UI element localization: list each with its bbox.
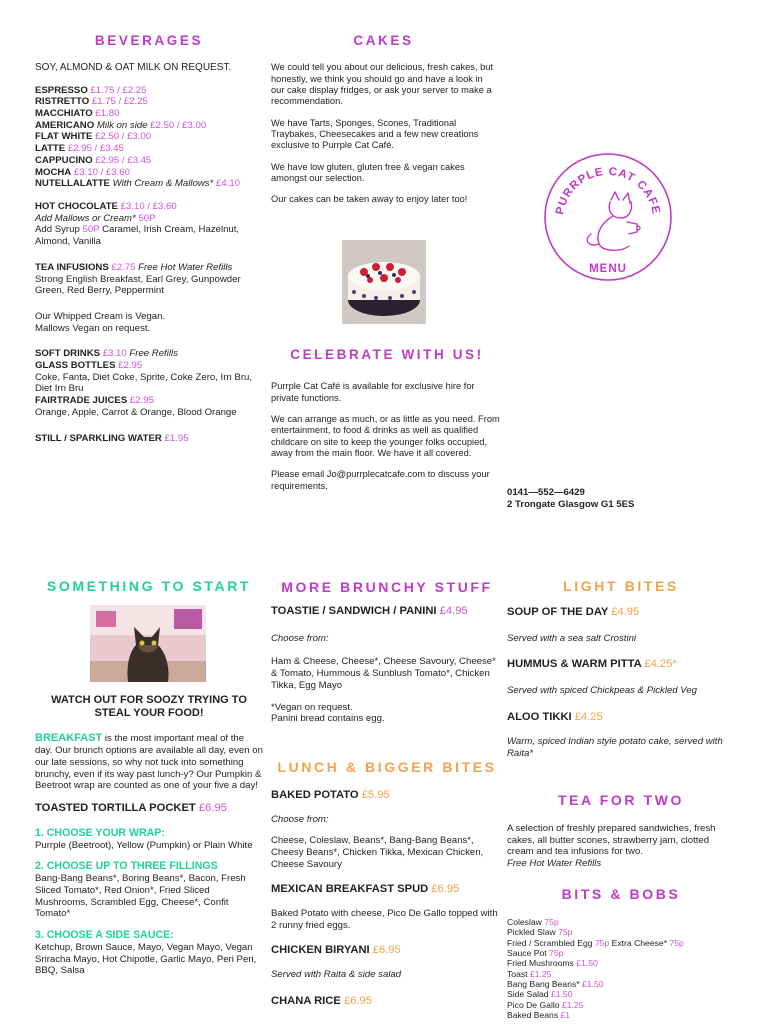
coffee-price: £2.50 / £3.00: [150, 119, 207, 131]
bits-item-name: Toast: [507, 968, 528, 979]
bits-item-price: £1.50: [576, 958, 598, 969]
coffee-note: With Cream & Mallows*: [112, 178, 214, 190]
list-item: [507, 927, 735, 937]
coffee-item: [35, 155, 263, 167]
milk-note: SOY, ALMOND & OAT MILK ON REQUEST.: [35, 62, 232, 74]
list-item: [507, 1010, 735, 1020]
glass-bottles-list: Coke, Fanta, Diet Coke, Sprite, Coke Zero, Irn Bru, Diet Irn Bru: [35, 371, 253, 395]
bits-item-price: £1.50: [582, 978, 604, 989]
syrup-note: Add Syrup 50P Caramel, Irish Cream, Hazelnut, Almond, Vanilla: [35, 224, 240, 248]
coffee-price: £2.95 / £3.45: [95, 154, 152, 166]
toastie-panini-note: Panini bread contains egg.: [271, 713, 385, 725]
coffee-price: £1.80: [95, 108, 120, 120]
biryani-desc: Served with Raita & side salad: [271, 969, 402, 981]
bits-heading: BITS & BOBS: [561, 886, 681, 902]
brunchy-section: [271, 579, 503, 725]
bits-item-name: Fried Mushrooms: [507, 958, 574, 969]
coffee-name: AMERICANO: [35, 119, 95, 131]
water: STILL / SPARKLING WATER £1.95: [35, 432, 189, 444]
coffee-name: MACCHIATO: [35, 108, 93, 120]
brunchy-heading: MORE BRUNCHY STUFF: [281, 579, 493, 595]
cake-icon: [342, 240, 426, 324]
mallows-note: Add Mallows or Cream* 50P: [35, 212, 156, 224]
toastie-vegan-note: *Vegan on request.: [271, 701, 353, 713]
start-section: [35, 578, 263, 595]
bits-item-name: Sauce Pot: [507, 948, 547, 959]
bits-item-name: Fried / Scrambled Egg: [507, 937, 593, 948]
soft-drinks: SOFT DRINKS £3.10 Free Refills: [35, 348, 178, 360]
coffee-item: [35, 131, 263, 143]
celebrate-paragraph-2: We can arrange as much, or as little as you need. From entertainment, to food & drinks as well as qualified childcare on site to keep the younger folks occupied, away from the main floor. We have it all covered.: [271, 414, 500, 459]
bits-section: [507, 886, 735, 1020]
potato-list: Cheese, Coleslaw, Beans*, Bang-Bang Beans*, Cheesy Beans*, Chicken Tikka, Mexican Chicken, Cheese Savoury: [271, 835, 484, 870]
cat-photo: [90, 605, 206, 682]
tortilla-pocket: TOASTED TORTILLA POCKET £6.95: [35, 802, 227, 815]
start-details: [35, 694, 263, 977]
chana-rice-item: CHANA RICE £6.95: [271, 994, 372, 1007]
soozy-warning: WATCH OUT FOR SOOZY TRYING TO STEAL YOUR FOOD!: [51, 694, 247, 720]
bits-item-name: Bang Bang Beans*: [507, 978, 580, 989]
logo-top-text: PURRPLE CAT CAFE: [554, 165, 662, 216]
lunch-heading: LUNCH & BIGGER BITES: [277, 759, 497, 775]
celebrate-heading: CELEBRATE WITH US!: [290, 347, 484, 362]
celebrate-paragraph-1: Purrple Cat Café is available for exclusive hire for private functions.: [271, 381, 475, 403]
bits-item-price: £1.50: [550, 989, 573, 1000]
coffee-list: [35, 85, 263, 190]
coffee-item: [35, 178, 263, 190]
light-bites-heading: LIGHT BITES: [563, 578, 679, 594]
coffee-item: [35, 85, 263, 97]
list-item: [507, 1000, 735, 1010]
tea-for-two-heading: TEA FOR TWO: [557, 792, 685, 808]
bits-item-name: Baked Beans: [507, 1009, 559, 1020]
cat-icon: [90, 605, 206, 682]
bits-item-price: 75p: [594, 937, 610, 948]
toastie-choose: Choose from:: [271, 632, 329, 644]
tea-for-two-desc: A selection of freshly prepared sandwiches, fresh cakes, all butter scones, strawberry jam, clotted cream and tea infusions for two.: [507, 823, 716, 858]
step-3-title: 3. CHOOSE A SIDE SAUCE:: [35, 929, 174, 942]
coffee-name: RISTRETTO: [35, 96, 90, 108]
coffee-price: £2.50 / £3.00: [95, 131, 152, 143]
toastie-list: Ham & Cheese, Cheese*, Cheese Savoury, Cheese* & Tomato, Hummous & Sunblush Tomato*, Chicken Tikka, Egg Mayo: [271, 656, 496, 691]
coffee-item: [35, 96, 263, 108]
coffee-name: ESPRESSO: [35, 84, 88, 96]
light-bites-section: [507, 578, 735, 760]
step-1-text: Purrple (Beetroot), Yellow (Pumpkin) or Plain White: [35, 839, 253, 851]
beverages-heading: BEVERAGES: [94, 33, 204, 48]
bits-list: [507, 917, 735, 1020]
tea-infusions: TEA INFUSIONS £2.75 Free Hot Water Refills: [35, 261, 233, 273]
hummus-desc: Served with spiced Chickpeas & Pickled Veg: [507, 685, 698, 697]
soup-item: SOUP OF THE DAY £4.95: [507, 606, 640, 619]
bits-item-name: Coleslaw: [507, 917, 542, 928]
list-item: [507, 969, 735, 979]
cakes-section: [271, 33, 496, 206]
list-item: [507, 917, 735, 927]
bits-item-name: Pico De Gallo: [507, 999, 560, 1010]
logo-bottom-text: MENU: [589, 263, 627, 275]
coffee-name: FLAT WHITE: [35, 131, 93, 143]
hot-chocolate: HOT CHOCOLATE £3.10 / £3.60: [35, 200, 177, 212]
coffee-name: CAPPUCINO: [35, 154, 93, 166]
mexican-spud-desc: Baked Potato with cheese, Pico De Gallo topped with 2 runny fried eggs.: [271, 908, 498, 931]
bits-item-extra-price: 75p: [669, 937, 684, 948]
coffee-price: £2.95 / £3.45: [67, 143, 124, 155]
svg-text:PURRPLE CAT CAFE: [554, 166, 662, 216]
aloo-tikki-item: ALOO TIKKI £4.25: [507, 710, 603, 723]
contact-block: [507, 487, 727, 510]
bits-item-price: £1.25: [529, 968, 552, 979]
coffee-item: [35, 120, 263, 132]
cat-logo-icon: [543, 152, 673, 282]
coffee-price: £1.75 / £2.25: [91, 96, 148, 108]
list-item: [507, 979, 735, 989]
tea-for-two-note: Free Hot Water Refills: [507, 858, 602, 870]
tea-list: Strong English Breakfast, Earl Grey, Gunpowder Green, Red Berry, Peppermint: [35, 273, 241, 297]
cakes-heading: CAKES: [353, 33, 414, 48]
coffee-name: LATTE: [35, 143, 66, 155]
breakfast-paragraph: BREAKFAST is the most important meal of the day. Our brunch options are available all day, even on our late sessions, so why not tuck into something brunchy, even if its way past lunch-y? Our Pumpkin & Beetroot wrap are counted as one of your five a day!: [35, 731, 263, 792]
bits-item-price: 75p: [544, 917, 559, 928]
celebrate-section: [271, 347, 503, 492]
beverages-section: [35, 33, 263, 444]
bits-item-name: Side Salad: [507, 989, 549, 1000]
cakes-paragraph-2: We have Tarts, Sponges, Scones, Traditional Traybakes, Cheesecakes and a few new creations exclusive to Purrple Cat Café.: [271, 117, 479, 151]
bits-item-price: 75p: [558, 927, 573, 938]
mexican-spud-item: MEXICAN BREAKFAST SPUD £6.95: [271, 882, 460, 895]
aloo-tikki-desc: Warm, spiced Indian style potato cake, served with Raita*: [507, 736, 723, 760]
vegan-note-mallows: Mallows Vegan on request.: [35, 322, 151, 334]
address: 2 Trongate Glasgow G1 5ES: [507, 498, 635, 510]
coffee-name: NUTELLALATTE: [35, 178, 110, 190]
soup-desc: Served with a sea salt Crostini: [507, 632, 637, 644]
celebrate-paragraph-3: Please email Jo@purrplecatcafe.com to discuss your requirements.: [271, 469, 490, 491]
list-item: [507, 958, 735, 968]
coffee-name: MOCHA: [35, 166, 72, 178]
bits-item-price: £1: [560, 1009, 571, 1020]
step-2-title: 2. CHOOSE UP TO THREE FILLINGS: [35, 860, 218, 873]
coffee-item: [35, 143, 263, 155]
list-item: [507, 989, 735, 999]
bits-item-extra: Extra Cheese*: [611, 937, 668, 948]
fairtrade-juices: FAIRTRADE JUICES £2.95: [35, 395, 154, 407]
coffee-item: [35, 167, 263, 179]
bits-item-name: Pickled Slaw: [507, 927, 556, 938]
toastie-item: TOASTIE / SANDWICH / PANINI £4.95: [271, 605, 468, 618]
coffee-price: £1.75 / £2.25: [90, 84, 147, 96]
coffee-price: £3.10 / £3.60: [73, 166, 130, 178]
step-3-text: Ketchup, Brown Sauce, Mayo, Vegan Mayo, Vegan Sriracha Mayo, Hot Chipotle, Garlic Mayo, Peri Peri, BBQ, Salsa: [35, 941, 257, 977]
cakes-paragraph-3: We have low gluten, gluten free & vegan cakes amongst our selection.: [271, 161, 465, 184]
start-heading: SOMETHING TO START: [46, 578, 252, 594]
glass-bottles: GLASS BOTTLES £2.95: [35, 360, 143, 372]
potato-choose: Choose from:: [271, 813, 329, 825]
cakes-paragraph-4: Our cakes can be taken away to enjoy later too!: [271, 194, 468, 205]
step-2-text: Bang-Bang Beans*, Boring Beans*, Bacon, Fresh Sliced Tomato*, Red Onion*, Fried Sliced Mushrooms, Scrambled Egg, Cheese*, Confit Tomato*: [35, 873, 246, 920]
cakes-paragraph-1: We could tell you about our delicious, fresh cakes, but honestly, we think you should go and have a look in our cake display fridges, or ask your server to make a recommendation.: [271, 62, 494, 107]
coffee-price: £4.10: [215, 178, 240, 190]
hummus-item: HUMMUS & WARM PITTA £4.25*: [507, 658, 677, 671]
cake-photo: [342, 240, 426, 324]
lunch-section: [271, 759, 503, 1009]
phone-number: 0141—552—6429: [507, 487, 585, 498]
cafe-logo: [543, 152, 673, 282]
biryani-item: CHICKEN BIRYANI £6.95: [271, 943, 401, 956]
fairtrade-list: Orange, Apple, Carrot & Orange, Blood Orange: [35, 406, 237, 418]
list-item: [507, 948, 735, 958]
step-1-title: 1. CHOOSE YOUR WRAP:: [35, 826, 165, 839]
vegan-note-cream: Our Whipped Cream is Vegan.: [35, 310, 166, 322]
baked-potato-item: BAKED POTATO £5.95: [271, 789, 390, 802]
coffee-note: Milk on side: [96, 119, 148, 131]
bits-item-price: £1.25: [561, 999, 584, 1010]
tea-for-two-section: [507, 792, 735, 870]
coffee-item: [35, 108, 263, 120]
list-item: [507, 938, 735, 948]
bits-item-price: 75p: [549, 948, 564, 959]
